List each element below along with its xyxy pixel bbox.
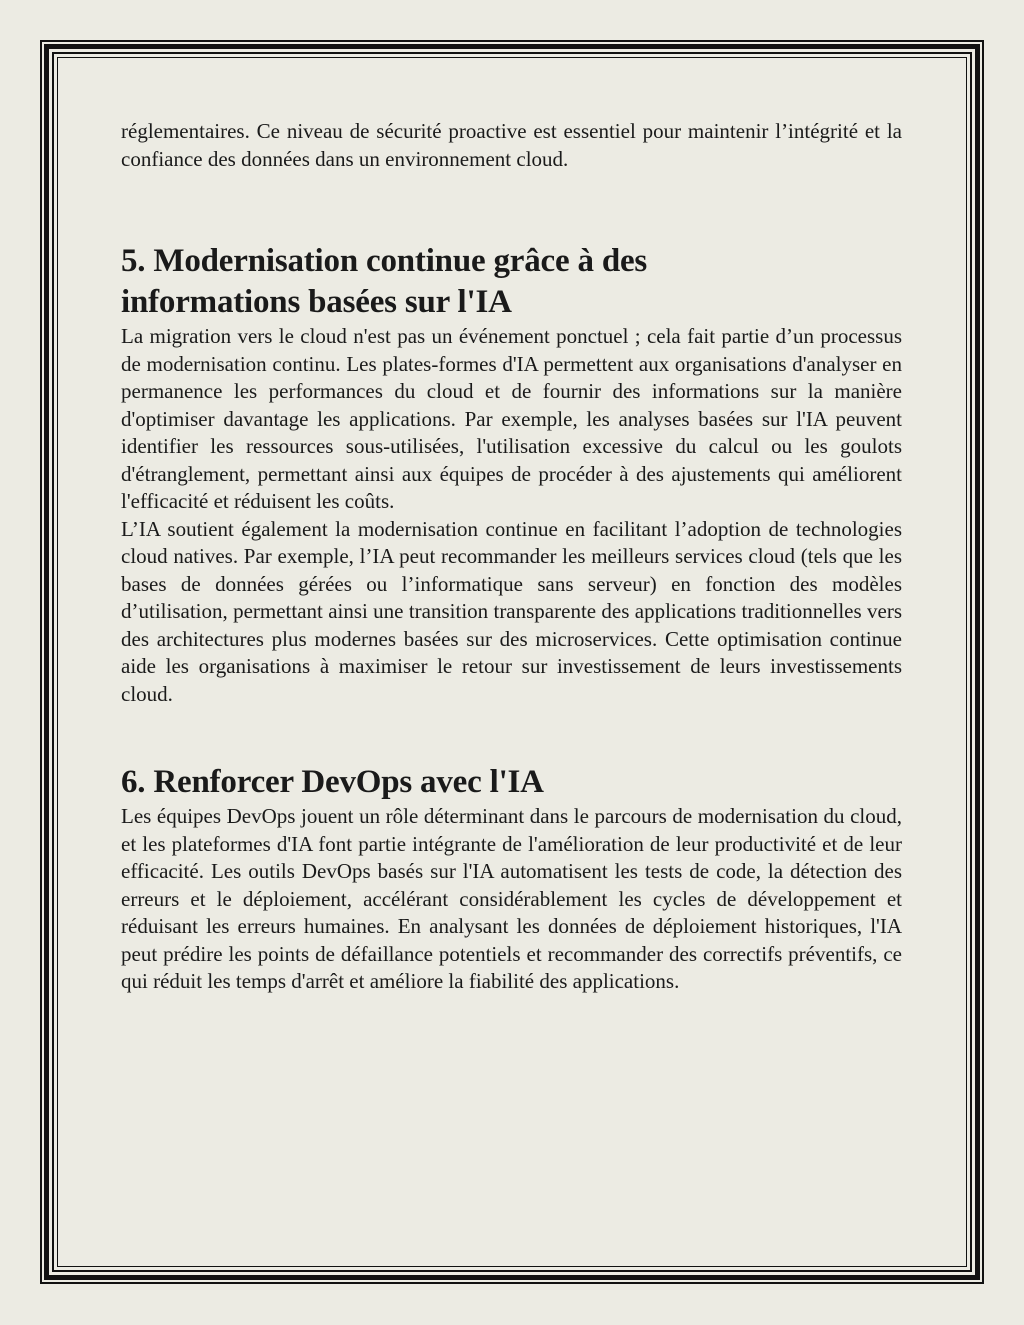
section-6-paragraph-1: Les équipes DevOps jouent un rôle déterminant dans le parcours de modernisation du cloud, et les plateformes d'IA font partie intégrante de l'amélioration de leur productivité et de leur efficacité. Les outils DevOps basés sur l'IA automatisent les tests de code, la détection des erreurs et le déploiement, accélérant considérablement les cycles de développement et réduisant les erreurs humaines. En analysant les données de déploiement historiques, l'IA peut prédire les points de défaillance potentiels et recommander des correctifs préventifs, ce qui réduit les temps d'arrêt et améliore la fiabilité des applications. <box>121 804 902 993</box>
section-5-paragraph-2: L’IA soutient également la modernisation continue en facilitant l’adoption de technologies cloud natives. Par exemple, l’IA peut recommander les meilleurs services cloud (tels que les bases de données gérées ou l’informatique sans serveur) en fonction des modèles d’utilisation, permettant ainsi une transition transparente des applications traditionnelles vers des architectures plus modernes basées sur des microservices. Cette optimisation continue aide les organisations à maximiser le retour sur investissement de leurs investissements cloud. <box>121 516 902 706</box>
section-5-heading <box>121 241 902 323</box>
section-5-paragraph-1: La migration vers le cloud n'est pas un événement ponctuel ; cela fait partie d’un processus de modernisation continu. Les plates-formes d'IA permettent aux organisations d'analyser en permanence les performances du cloud et de fournir des informations sur la manière d'optimiser davantage les applications. Par exemple, les analyses basées sur l'IA peuvent identifier les ressources sous-utilisées, l'utilisation excessive du calcul ou les goulots d'étranglement, permettant ainsi aux équipes de procéder à des ajustements qui améliorent l'efficacité et réduisent les coûts. <box>121 324 902 513</box>
page-content <box>121 118 902 996</box>
section-5-heading-line-2: informations basées sur l'IA <box>121 284 512 320</box>
intro-paragraph: réglementaires. Ce niveau de sécurité proactive est essentiel pour maintenir l’intégrité et la confiance des données dans un environnement cloud. <box>121 119 902 171</box>
section-6-heading: 6. Renforcer DevOps avec l'IA <box>121 764 544 800</box>
section-5-heading-line-1: 5. Modernisation continue grâce à des <box>121 243 648 279</box>
